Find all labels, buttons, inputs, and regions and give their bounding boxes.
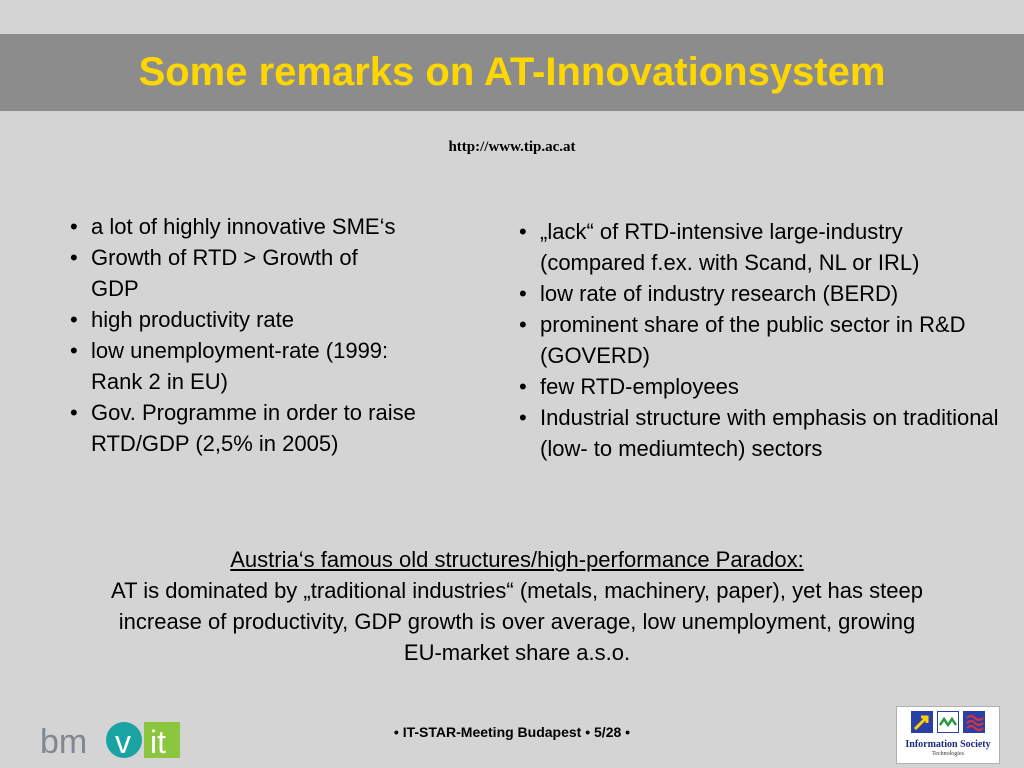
bullet-icon: •: [70, 338, 78, 363]
list-item: [519, 371, 1009, 402]
bmvit-logo: [40, 720, 180, 760]
bullet-icon: •: [519, 312, 527, 337]
signal-icon: [963, 711, 985, 733]
list-item: [519, 309, 1009, 371]
slide-footer: • IT-STAR-Meeting Budapest • 5/28 •: [393, 724, 631, 740]
list-item: [70, 211, 460, 242]
paradox-heading: Austria‘s famous old structures/high-performance Paradox:: [230, 547, 804, 572]
bullet-text: a lot of highly innovative SME‘s: [91, 214, 396, 239]
list-item: [70, 335, 460, 397]
bullet-icon: •: [519, 219, 527, 244]
source-url[interactable]: http://www.tip.ac.at: [448, 139, 576, 155]
bullet-icon: •: [70, 307, 78, 332]
arrow-icon: [911, 711, 933, 733]
paradox-section: [100, 544, 934, 668]
bullet-text: few RTD-employees: [540, 374, 739, 399]
information-society-logo: [896, 706, 1000, 764]
bullet-text: Industrial structure with emphasis on traditional (low- to mediumtech) sectors: [540, 405, 999, 461]
bullet-text: high productivity rate: [91, 307, 294, 332]
list-item: [70, 242, 460, 304]
list-item: [70, 304, 460, 335]
bullet-icon: •: [70, 214, 78, 239]
bullet-icon: •: [519, 374, 527, 399]
list-item: [519, 402, 1009, 464]
bullet-icon: •: [519, 281, 527, 306]
left-bullet-list: [70, 211, 460, 459]
bullet-text: Growth of RTD > Growth of GDP: [91, 245, 358, 301]
bullet-text: low rate of industry research (BERD): [540, 281, 899, 306]
bullet-text: low unemployment-rate (1999: Rank 2 in EU): [91, 338, 389, 394]
bullet-text: prominent share of the public sector in R&D (GOVERD): [540, 312, 966, 368]
information-society-logo-text: Information Society: [905, 739, 991, 750]
bmvit-logo-it: it: [150, 724, 166, 760]
list-item: [519, 278, 1009, 309]
list-item: [519, 216, 1009, 278]
list-item: [70, 397, 460, 459]
bullet-icon: •: [519, 405, 527, 430]
title-bar: [0, 34, 1024, 111]
bullet-text: Gov. Programme in order to raise RTD/GDP (2,5% in 2005): [91, 400, 416, 456]
wave-icon: [937, 711, 959, 733]
slide-title: Some remarks on AT-Innovationsystem: [138, 50, 886, 94]
bullet-text: „lack“ of RTD-intensive large-industry (compared f.ex. with Scand, NL or IRL): [540, 219, 920, 275]
bullet-icon: •: [70, 245, 78, 270]
right-bullet-list: [519, 216, 1009, 464]
bmvit-logo-v: v: [115, 724, 131, 760]
paradox-text: AT is dominated by „traditional industries“ (metals, machinery, paper), yet has steep increase of productivity, GDP growth is over average, low unemployment, growing EU-market share a.s.o.: [111, 578, 923, 665]
bullet-icon: •: [70, 400, 78, 425]
bmvit-logo-bm: bm: [40, 723, 88, 760]
information-society-logo-subtext: Technologies: [932, 751, 964, 757]
